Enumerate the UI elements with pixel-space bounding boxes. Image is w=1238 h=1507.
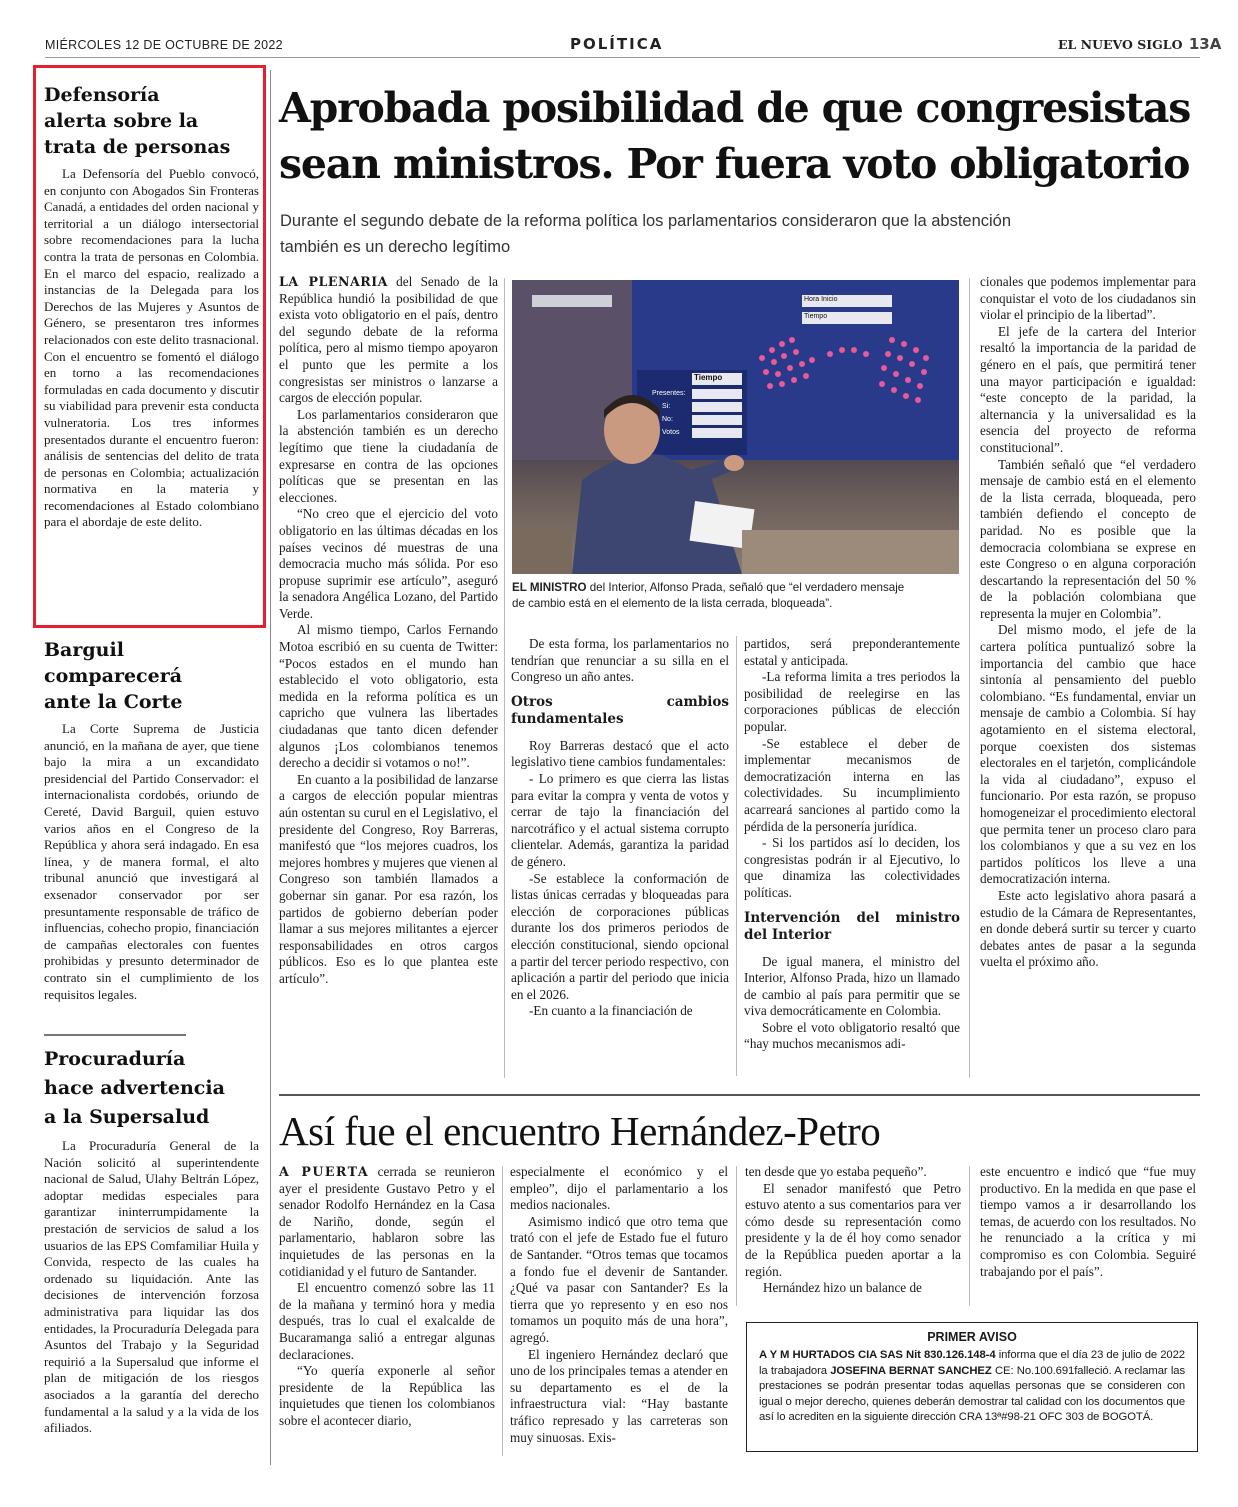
column-rule: [969, 278, 970, 1078]
paragraph: especialmente el económico y el empleo”, dijo el parlamentario a los medios nacionales.: [510, 1164, 728, 1213]
second-column-3: [745, 1164, 961, 1297]
headline-line: alerta sobre la: [44, 110, 199, 132]
paragraph: -En cuanto a la financiación de: [529, 1003, 693, 1019]
headline-line: Defensoría: [44, 84, 160, 106]
sidebar-story-procuraduria: [44, 1045, 259, 1437]
main-photo: [512, 280, 959, 574]
paragraph: -Se establece el deber de implementar mecanismos de democratización interna en las colectividades. Su incumplimiento acarreará sanciones al partido como la pérdida de la personería jurídica.: [744, 735, 960, 834]
paragraph: Sobre el voto obligatorio resaltó que “hay muchos mecanismos adi-: [744, 1019, 960, 1052]
sidebar-story-defensoria: [44, 82, 259, 531]
main-deck: [280, 208, 1200, 260]
caption-lead: EL MINISTRO: [512, 581, 587, 594]
paragraph: De igual manera, el ministro del Interior, Alfonso Prada, hizo un llamado de cambio al país para permitir que se viva democráticamente en Colombia.: [744, 953, 960, 1019]
sidebar-body-barguil: La Corte Suprema de Justicia anunció, en la mañana de ayer, que tiene bajo la mira a un excandidato presidencial del Partido Conservador: el internacionalista cordobés, oriundo de Cereté, David Barguil, quien estuvo varios años en el Congreso de la República y ahora será indagado. En esa línea, y de manera formal, el alto tribunal anunció que investigará al exsenador conservador por ser presuntamente responsable de tráfico de influencias, cohecho propio, financiación de campañas electorales con fuentes prohibidas y presunto determinador de contrato sin el cumplimiento de los requisitos legales.: [44, 721, 259, 1002]
sidebar-divider: [44, 1034, 186, 1036]
main-column-4: [980, 274, 1196, 971]
deck-line: también es un derecho legítimo: [280, 238, 511, 256]
main-column-2: [511, 636, 729, 1020]
sidebar-headline-defensoria: [44, 82, 259, 160]
main-headline-line: Aprobada posibilidad de que congresistas: [279, 84, 1191, 132]
paragraph: partidos, será preponderantemente estatal y anticipada.: [744, 636, 960, 668]
second-headline: Así fue el encuentro Hernández-Petro: [279, 1108, 881, 1154]
column-rule: [736, 636, 737, 1076]
headline-line: Barguil comparecerá: [44, 639, 183, 687]
paragraph: Hernández hizo un balance de: [763, 1280, 922, 1296]
subheading: Intervención del ministro del Interior: [744, 909, 960, 943]
paragraph: Roy Barreras destacó que el acto legislativo tiene cambios fundamentales:: [511, 737, 729, 770]
sidebar-story-barguil: [44, 637, 259, 1003]
column-rule: [969, 1166, 970, 1306]
paragraph: - Lo primero es que cierra las listas para evitar la compra y venta de votos y cerrar de tajo la financiación del narcotráfico y el actual sistema corrupto clientelar. Además, garantiza la paridad de género.: [511, 770, 729, 869]
main-headline: [279, 80, 1209, 192]
caption-line: [512, 580, 962, 596]
column-rule: [736, 1166, 737, 1306]
paragraph: “No creo que el ejercicio del voto obligatorio en las últimas décadas en los países vecinos dé muestras de una democracia mucho más sólida. Por eso propuse suprimir ese artículo”, aseguró la senadora Angélica Lozano, del Partido Verde.: [279, 506, 498, 621]
paragraph: - Si los partidos así lo deciden, los congresistas podrán ir al Ejecutivo, lo que dinamiza las colectividades políticas.: [744, 835, 960, 900]
photo-caption: [512, 580, 962, 612]
headline-line: trata de personas: [44, 136, 231, 158]
screen-label: Tiempo: [694, 373, 723, 382]
column-rule: [502, 1166, 503, 1456]
paragraph: Al mismo tiempo, Carlos Fernando Motoa escribió en su cuenta de Twitter: “Pocos estados en el mundo han establecido el voto obligatorio, esta medida en la reforma política es un capricho que vulnera las libertades ciudadanas que tanto dicen defender algunos ¡Los colombianos tenemos derecho a decidir si votamos o no!”.: [279, 622, 498, 771]
caption-line: de cambio está en el elemento de la lista cerrada, bloqueada”.: [512, 597, 833, 610]
story-divider: [279, 1094, 1200, 1096]
paragraph-text: del Senado de la República hundió la posibilidad de que exista voto obligatorio en el país, dentro del segundo debate de la reforma política, pero al mismo tiempo apoyaron el punto que les permite a los congresistas ser ministros o lanzarse a cargos de elección popular.: [279, 274, 498, 406]
paragraph: este encuentro e indicó que “fue muy productivo. En la medida en que pase el tiempo vamos a ir desarrollando los temas, de acuerdo con los resultados. No he renunciado a la crítica y mi compromiso es con Colombia. Seguiré trabajando por el país”.: [980, 1164, 1196, 1279]
sidebar-column-rule: [270, 70, 271, 1465]
paragraph: El encuentro comenzó sobre las 11 de la mañana y terminó hora y media después, tras lo cual el exalcalde de Bucaramanga salió a entregar algunas declaraciones.: [279, 1280, 495, 1362]
notice-text: falleció. A reclamar las prestaciones se podrán presentar todas aquellas personas que se consideren con igual o mejor derecho, quienes deberán demostrar tal calidad con los documentos que así lo acrediten en la siguiente dirección CRA 13ª#98-21 OFC 303 de BOGOTÁ.: [759, 1364, 1185, 1423]
paragraph: El jefe de la cartera del Interior resaltó la importancia de la paridad de género en el país, que permitirá tener una mayor participación e igualdad: “este concepto de la paridad, la alternancia y la universalidad es la esencia del proyecto de reforma constitucional”.: [980, 323, 1196, 455]
page-number: 13A: [1188, 35, 1222, 53]
minister-photo-illustration: [512, 280, 959, 574]
paragraph: -La reforma limita a tres periodos la posibilidad de reelegirse en las corporaciones públicas de elección popular.: [744, 669, 960, 734]
paragraph: También señaló que “el verdadero mensaje de cambio está en el elemento de la lista cerrada, bloqueada, pero también defiendo el concepto de paridad. No es posible que la democracia colombiana se exprese en este Congreso o en alguna corporación descartando la representación del 50 % de la población colombiana que representa la mujer en Colombia”.: [980, 456, 1196, 621]
headline-line: ante la Corte: [44, 691, 183, 713]
main-headline-line: sean ministros. Por fuera voto obligatorio: [279, 140, 1190, 188]
notice-text: informa que el día 23 de julio de 2022 la trabajadora: [759, 1349, 1185, 1377]
paragraph-text: cerrada se reunieron ayer el presidente Gustavo Petro y el senador Rodolfo Hernández en la Casa de Nariño, donde, según el parlamentario, hablaron sobre las inquietudes de las personas en la cotidianidad y el futuro de Santander.: [279, 1164, 496, 1279]
notice-body: [759, 1348, 1185, 1426]
second-column-4: [980, 1164, 1196, 1280]
newspaper-name: EL NUEVO SIGLO: [1058, 37, 1183, 52]
notice-ce: CE: No.100.691: [991, 1364, 1075, 1377]
second-column-2: [510, 1164, 728, 1446]
masthead-newspaper: [1058, 35, 1221, 53]
paragraph: [279, 274, 498, 407]
sidebar-headline-barguil: [44, 637, 259, 715]
main-column-1: [279, 274, 498, 988]
sidebar-headline-procuraduria: [44, 1045, 259, 1132]
paragraph: En cuanto a la posibilidad de lanzarse a cargos de elección popular mientras aún ostentan su curul en el Legislativo, el presidente del Congreso, Roy Barreras, manifestó que “los mejores cuadros, los mejores hombres y mujeres que vienen al Congreso son también llamados a gobernar sin ganar. Por esa razón, los partidos de gobierno deberían poder llamar a sus mejores militantes a ejercer responsabilidades en otros cargos públicos. Eso es lo que plantea este artículo”.: [279, 771, 498, 986]
lead-in: LA PLENARIA: [279, 274, 388, 289]
subheading: Otros cambios fundamentales: [511, 693, 729, 727]
paragraph: De esta forma, los parlamentarios no tendrían que renunciar a su silla en el Congreso un año antes.: [511, 636, 729, 685]
column-rule: [504, 278, 505, 1078]
screen-label: Votos: [662, 429, 680, 436]
paragraph: El ingeniero Hernández declaró que uno de los principales temas a atender en su departamento es el de la infraestructura vial: “Hay bastante tráfico represado y las carreteras son muy sinuosas. Exis-: [510, 1346, 728, 1445]
paragraph: El senador manifestó que Petro estuvo atento a sus comentarios para ver cómo desde su representación como presidente y la de él hoy como senador de la República pueden aportar a la región.: [745, 1180, 961, 1279]
masthead-rule: [45, 57, 1200, 58]
main-column-3: [744, 636, 960, 1053]
paragraph: cionales que podemos implementar para conquistar el voto de los ciudadanos sin violar el principio de la libertad”.: [980, 274, 1196, 323]
screen-label: Tiempo: [804, 313, 828, 320]
notice-worker: JOSEFINA BERNAT SANCHEZ: [830, 1364, 992, 1377]
paragraph: Del mismo modo, el jefe de la cartera política puntualizó sobre la importancia del cambio que hace sintonía al pensamiento del pueblo colombiano. “Es fundamental, enviar un mensaje de cambio a Colombia. Sí hay agotamiento en el sistema electoral, porque coexisten dos sistemas electorales en el tarjetón, complicándole la vida al ciudadano”, expuso el funcionario. Por esta razón, se propuso homogeneizar el procedimiento electoral que permita tener un proceso claro para los colombianos y que a su vez en los partidos políticos los lleve a una democratización interna.: [980, 622, 1196, 887]
lead-in: A PUERTA: [279, 1164, 370, 1179]
paragraph: Los parlamentarios consideraron que la abstención también es un derecho legítimo que tiene la ciudadanía de expresarse en contra de las opciones políticas que se presentan en las elecciones.: [279, 406, 498, 505]
notice-company: A Y M HURTADOS CIA SAS Nit 830.126.148-4: [759, 1349, 996, 1361]
screen-label: Hora Inicio: [804, 296, 838, 303]
screen-label: Si:: [662, 403, 671, 410]
headline-line: a la Supersalud: [44, 1106, 210, 1128]
deck-line: Durante el segundo debate de la reforma política los parlamentarios consideraron que la abstención: [280, 212, 1012, 230]
sidebar-body-defensoria: La Defensoría del Pueblo convocó, en conjunto con Abogados Sin Fronteras Canadá, a entidades del orden nacional y territorial a un diálogo intersectorial sobre recomendaciones para la lucha contra la trata de personas en Colombia. En el marco del espacio, realizado a instancias de la Delegada para los Derechos de las Mujeres y Asuntos de Género, se presentaron tres informes relacionados con este delito trasnacional. Con el encuentro se fomentó el diálogo en torno a las recomendaciones formuladas en cada documento y discutir su viabilidad para prevenir esta conducta vulneratoria. Los tres informes presentados durante el encuentro fueron: análisis de sentencias del delito de trata de personas en Colombia; actualización normativa en la materia y recomendaciones al Estado colombiano para el abordaje de este delito.: [44, 166, 259, 530]
legal-notice-box: [746, 1322, 1198, 1452]
paragraph: “Yo quería exponerle al señor presidente de la República las inquietudes que tienen los colombianos sobre el acontecer diario,: [279, 1363, 495, 1428]
headline-line: hace advertencia: [44, 1077, 225, 1099]
paragraph: Este acto legislativo ahora pasará a estudio de la Cámara de Representantes, en donde deberá surtir su tercer y cuarto debates antes de pasar a la segunda vuelta el próximo año.: [980, 887, 1196, 970]
screen-label: No:: [662, 416, 673, 423]
paragraph: Asimismo indicó que otro tema que trató con el jefe de Estado fue el futuro de Santander. “Otros temas que tocamos a fondo fue el devenir de Santander. ¿Qué va pasar con Santander? Es la tierra que yo represento y en eso nos tomamos un poquito más de una hora”, agregó.: [510, 1213, 728, 1345]
screen-label: Presentes:: [652, 390, 686, 397]
masthead-date: MIÉRCOLES 12 DE OCTUBRE DE 2022: [45, 38, 283, 52]
sidebar-body-procuraduria: La Procuraduría General de la Nación solicitó al superintendente nacional de Salud, Ulahy Beltrán López, adoptar medidas especiales para garantizar ininterrumpidamente la prestación de servicios de salud a los usuarios de las EPS Comfamiliar Huila y Convida, respecto de las cuales ha ordenado su liquidación. Ante las decisiones de intervención forzosa administrativa para liquidar las dos entidades, la Procuraduría Delegada para Asuntos del Trabajo y la Seguridad requirió a la Supersalud que informe el plan de mitigación de los riesgos asociados a la garantía del derecho fundamental a la salud y a la vida de los afiliados.: [44, 1138, 259, 1436]
caption-text: del Interior, Alfonso Prada, señaló que “el verdadero mensaje: [586, 581, 905, 594]
masthead-section: POLÍTICA: [570, 35, 664, 53]
headline-line: Procuraduría: [44, 1048, 186, 1070]
notice-title: PRIMER AVISO: [927, 1330, 1017, 1344]
paragraph: [279, 1164, 495, 1280]
paragraph: -Se establece la conformación de listas únicas cerradas y bloqueadas para elección de corporaciones públicas durante los dos primeros periodos de elección constitucional, siendo opcional a partir del tercer periodo respectivo, con aplicación a partir del periodo que inicia en el 2026.: [511, 870, 729, 1002]
paragraph: ten desde que yo estaba pequeño”.: [745, 1164, 927, 1179]
second-column-1: [279, 1164, 495, 1430]
